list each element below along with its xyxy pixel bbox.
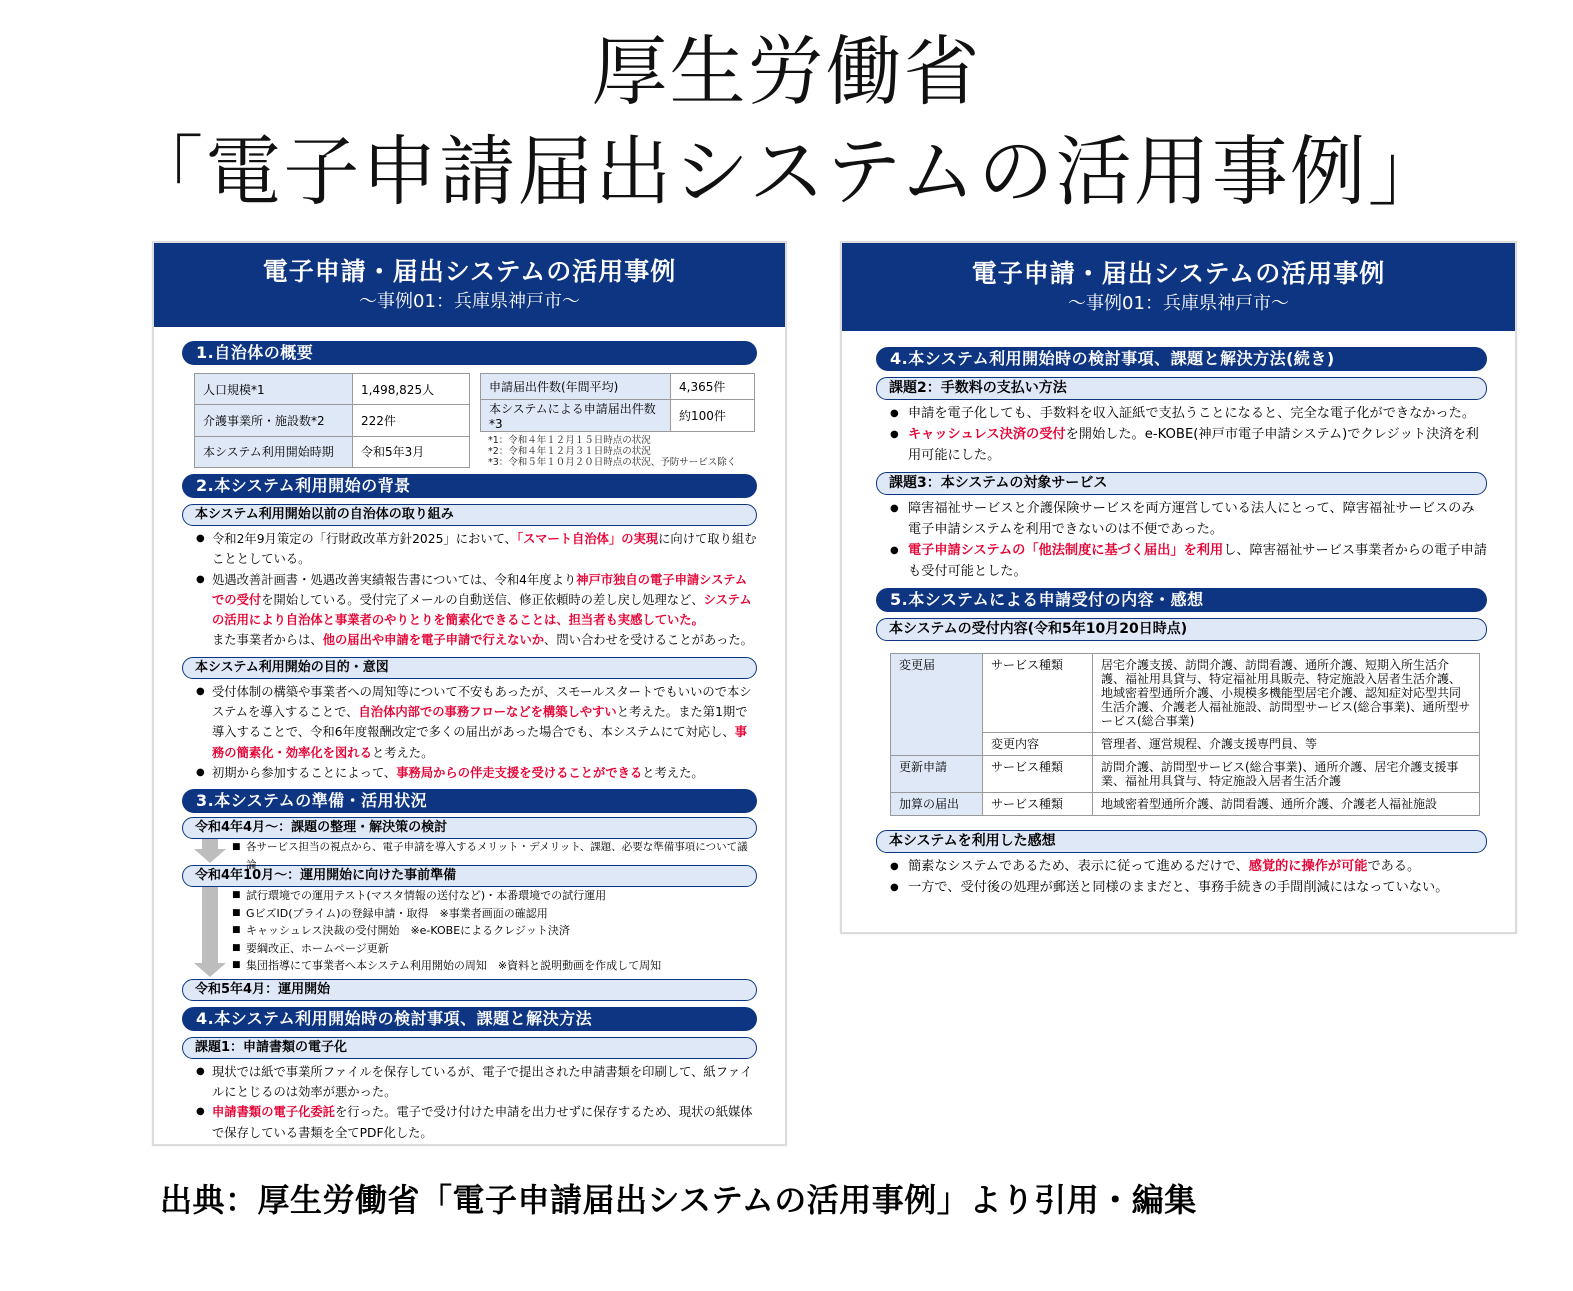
overview-table-left — [194, 373, 470, 468]
bullet-list — [182, 529, 757, 651]
table-key: 本システムによる申請届出件数*3 — [481, 400, 671, 432]
subsection-issue-2: 課題2：手数料の支払い方法 — [876, 377, 1487, 400]
list-item: ● 障害福祉サービスと介護保険サービスを両方運営している法人にとって、障害福祉サービスのみ電子申請システムを利用できないのは不便であった。 — [876, 498, 1487, 540]
subsection-impressions: 本システムを利用した感想 — [876, 830, 1487, 853]
table-key: 加算の届出 — [891, 793, 983, 816]
bullet-list — [876, 498, 1487, 582]
list-item: ● 簡素なシステムであるため、表示に従って進めるだけで、感覚的に操作が可能である。 — [876, 856, 1487, 877]
table-value: 222件 — [353, 405, 470, 436]
table-row — [195, 405, 470, 436]
list-item: ■ キャッシュレス決裁の受付開始 ※e-KOBEによるクレジット決済 — [232, 922, 757, 940]
list-item: ■ 要綱改正、ホームページ更新 — [232, 940, 757, 958]
page-title-line2: 「電子申請届出システムの活用事例」 — [127, 127, 1446, 216]
reception-table — [890, 653, 1480, 816]
table-row — [891, 756, 1480, 793]
case-sheet-page-1 — [152, 241, 787, 1146]
section-background: 2.本システム利用開始の背景 — [182, 474, 757, 498]
table-row — [481, 400, 755, 432]
sheet-header — [154, 243, 785, 327]
list-item: ● 一方で、受付後の処理が郵送と同様のままだと、事務手続きの手間削減にはなっていない。 — [876, 877, 1487, 898]
table-value: 4,365件 — [671, 374, 755, 400]
table-value: 約100件 — [671, 400, 755, 432]
table-key: 申請届出件数(年間平均) — [481, 374, 671, 400]
table-key: 更新申請 — [891, 756, 983, 793]
footnote: *1：令和４年１２月１５日時点の状況 — [488, 435, 651, 446]
bullet-list — [182, 1062, 757, 1143]
list-item: ■ 集団指導にて事業者へ本システム利用開始の周知 ※資料と説明動画を作成して周知 — [232, 957, 757, 975]
timeline-step-3: 令和5年4月：運用開始 — [182, 979, 757, 1001]
sheet-title: 電子申請・届出システムの活用事例 — [971, 259, 1386, 288]
down-arrow-icon — [202, 887, 218, 963]
list-item: ● 受付体制の構築や事業者への周知等について不安もあったが、スモールスタートでもいいので本システムを導入することで、自治体内部での事務フローなどを構築しやすいと考えた。また第1期で導入することで、令和6年度報酬改定で多くの届出があった場合でも、本システムにて対応し、事務の簡素化・効率化を図れると考えた。 — [182, 682, 757, 763]
section-issues: 4.本システム利用開始時の検討事項、課題と解決方法 — [182, 1007, 757, 1031]
table-value: 管理者、運営規程、介護支援専門員、等 — [1093, 733, 1480, 756]
bullet-list — [182, 682, 757, 783]
table-subkey: サービス種類 — [983, 756, 1093, 793]
page-title-line1: 厚生労働省 — [591, 27, 982, 116]
timeline-step-2: 令和4年10月～：運用開始に向けた事前準備 — [182, 865, 757, 887]
timeline-step-2-items — [182, 887, 757, 975]
table-value: 1,498,825人 — [353, 374, 470, 405]
table-value: 地域密着型通所介護、訪問看護、通所介護、介護老人福祉施設 — [1093, 793, 1480, 816]
table-key: 人口規模*1 — [195, 374, 353, 405]
footnote: *3：令和５年１０月２０日時点の状況、予防サービス除く — [488, 457, 737, 468]
footnotes — [480, 435, 755, 468]
table-row — [195, 436, 470, 467]
table-row — [195, 374, 470, 405]
subsection-prior-efforts: 本システム利用開始以前の自治体の取り組み — [182, 504, 757, 526]
list-item: ● 初期から参加することによって、事務局からの伴走支援を受けることができると考えた。 — [182, 763, 757, 783]
table-row — [891, 654, 1480, 733]
subsection-issue-1: 課題1：申請書類の電子化 — [182, 1037, 757, 1059]
bullet-list — [876, 403, 1487, 466]
table-subkey: 変更内容 — [983, 733, 1093, 756]
list-item: ■ 各サービス担当の視点から、電子申請を導入するメリット・デメリット、課題、必要な準備事項について議論 — [232, 839, 757, 874]
table-subkey: サービス種類 — [983, 793, 1093, 816]
subsection-issue-3: 課題3：本システムの対象サービス — [876, 472, 1487, 495]
table-key: 変更届 — [891, 654, 983, 756]
section-issues-continued: 4.本システム利用開始時の検討事項、課題と解決方法(続き) — [876, 347, 1487, 371]
table-key: 本システム利用開始時期 — [195, 436, 353, 467]
sheet-title: 電子申請・届出システムの活用事例 — [262, 257, 677, 286]
list-item: ● 申請を電子化しても、手数料を収入証紙で支払うことになると、完全な電子化ができなかった。 — [876, 403, 1487, 424]
table-value: 訪問介護、訪問型サービス(総合事業)、通所介護、居宅介護支援事業、福祉用具貸与、特定施設入居者生活介護 — [1093, 756, 1480, 793]
section-preparation: 3.本システムの準備・活用状況 — [182, 789, 757, 813]
timeline-step-1: 令和4年4月～：課題の整理・解決策の検討 — [182, 817, 757, 839]
sheet-header — [842, 243, 1515, 331]
timeline-step-1-items — [182, 839, 757, 871]
table-row — [481, 374, 755, 400]
list-item: ● キャッシュレス決済の受付を開始した。e-KOBE(神戸市電子申請システム)でクレジット決済を利用可能にした。 — [876, 424, 1487, 466]
table-value: 令和5年3月 — [353, 436, 470, 467]
bullet-list — [876, 856, 1487, 898]
table-subkey: サービス種類 — [983, 654, 1093, 733]
list-item: ● 令和2年9月策定の「行財政改革方針2025」において、「スマート自治体」の実現に向けて取り組むこととしている。 — [182, 529, 757, 570]
sheet-subtitle: ～事例01：兵庫県神戸市～ — [359, 291, 580, 312]
footnote: *2：令和４年１２月３１日時点の状況 — [488, 446, 651, 457]
list-item: ■ 試行環境での運用テスト(マスタ情報の送付など)・本番環境での試行運用 — [232, 887, 757, 905]
table-row — [891, 793, 1480, 816]
section-overview: 1.自治体の概要 — [182, 341, 757, 365]
list-item: ● 電子申請システムの「他法制度に基づく届出」を利用し、障害福祉サービス事業者からの電子申請も受付可能とした。 — [876, 540, 1487, 582]
list-item: ● 申請書類の電子化委託を行った。電子で受け付けた申請を出力せずに保存するため、現状の紙媒体で保存している書類を全てPDF化した。 — [182, 1102, 757, 1143]
case-sheet-page-2 — [840, 241, 1517, 934]
table-key: 介護事業所・施設数*2 — [195, 405, 353, 436]
table-value: 居宅介護支援、訪問介護、訪問看護、通所介護、短期入所生活介護、福祉用具貸与、特定福祉用具販売、特定施設入居者生活介護、地域密着型通所介護、小規模多機能型居宅介護、認知症対応型共同生活介護、介護老人福祉施設、訪問型サービス(総合事業)、通所型サービス(総合事業) — [1093, 654, 1480, 733]
subsection-purpose: 本システム利用開始の目的・意図 — [182, 657, 757, 679]
down-arrow-icon — [202, 839, 218, 849]
subsection-reception: 本システムの受付内容(令和5年10月20日時点) — [876, 618, 1487, 641]
overview-tables — [182, 373, 757, 468]
list-item: ● 現状では紙で事業所ファイルを保存しているが、電子で提出された申請書類を印刷して、紙ファイルにとじるのは効率が悪かった。 — [182, 1062, 757, 1103]
sheet-subtitle: ～事例01：兵庫県神戸市～ — [1068, 293, 1289, 314]
section-results: 5.本システムによる申請受付の内容・感想 — [876, 588, 1487, 612]
timeline — [182, 817, 757, 1001]
overview-table-right — [480, 373, 755, 432]
list-item: ■ GビズID(プライム)の登録申請・取得 ※事業者画面の確認用 — [232, 905, 757, 923]
source-citation: 出典：厚生労働省「電子申請届出システムの活用事例」より引用・編集 — [160, 1181, 1197, 1219]
list-item: ● 処遇改善計画書・処遇改善実績報告書については、令和4年度より神戸市独自の電子申請システムでの受付を開始している。受付完了メールの自動送信、修正依頼時の差し戻し処理など、システムの活用により自治体と事業者のやりとりを簡素化できることは、担当者も実感していた。 また事業者からは、他の届出や申請を電子申請で行えないか、問い合わせを受けることがあった。 — [182, 570, 757, 651]
